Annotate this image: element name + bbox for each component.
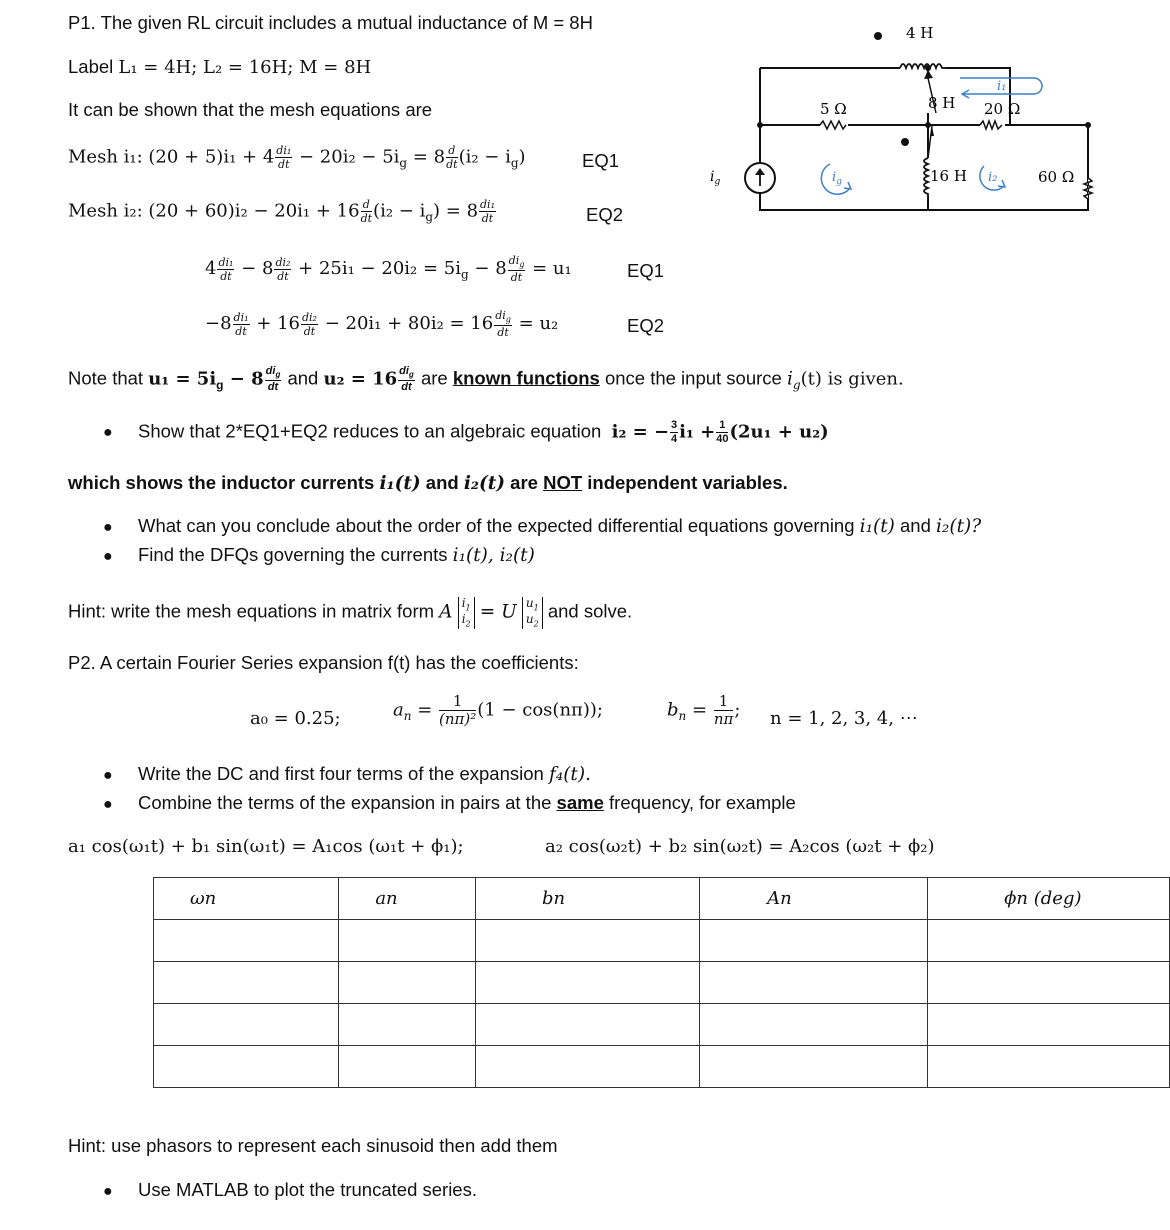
bold-b: i₁(t) [379, 473, 421, 494]
hint-a: Hint: write the mesh equations in matrix form [68, 600, 435, 622]
bullet-dot: ● [103, 796, 113, 813]
label-8h: 8 H [928, 94, 956, 112]
frac-num: 1 [439, 694, 476, 711]
combo-eq1: a₁ cos(ω₁t) + b₁ sin(ω₁t) = A₁cos (ω₁t + ϕ₁); [68, 836, 464, 857]
cell [475, 1046, 699, 1088]
bold-c: and [425, 472, 459, 493]
frac-den: dt [401, 381, 412, 394]
bullet-dot: ● [103, 548, 113, 565]
hint-matrix-a: A [439, 601, 453, 623]
frac-num: d [446, 145, 457, 158]
current-vector: $i_1$ $i_2$ [458, 597, 475, 629]
frac-den: 40 [716, 433, 729, 445]
col-header: ωn [154, 878, 339, 920]
mesh2-mid2: ) = 8 [433, 200, 479, 222]
p1-bullet1 [138, 420, 829, 445]
eq-a-c3: + 25i₁ − 20i₂ = 5i [298, 258, 461, 280]
mesh1-tail2: ) [518, 146, 526, 168]
cell [154, 920, 339, 962]
mesh2-tag: EQ2 [586, 204, 624, 225]
frac-den: dt [303, 324, 316, 338]
cell [700, 920, 928, 962]
bullet1-eq-c: (2u₁ + u₂) [729, 421, 829, 443]
label-16h: 16 H [930, 167, 967, 185]
eq-a-c5: = u₁ [532, 258, 572, 280]
bullet3-b: i₁(t), i₂(t) [452, 545, 535, 566]
ig-sub: g [836, 177, 842, 187]
table-row [154, 1004, 1170, 1046]
inductor-16h [924, 158, 928, 196]
bn-eq: = [686, 699, 708, 721]
cell [928, 1004, 1170, 1046]
frac-num: 1 [716, 420, 728, 433]
rearranged-eq2: −8 $\frac{\text{di₁}}{dt}$ + 16 $\frac{\text{di₂}}{dt}$ − 20i₁ + 80i₂ = 16 $\frac{di_g}{dt}$ = u₂ [205, 309, 559, 340]
label-ig-source [710, 169, 720, 187]
frac-den: dt [278, 158, 290, 171]
bullet-dot: ● [103, 519, 113, 536]
table-row [154, 962, 1170, 1004]
frac-num: di [265, 365, 276, 377]
p2-bullet2-b: frequency, for example [609, 792, 796, 813]
frac-den: dt [481, 212, 494, 225]
frac-num: di₂ [275, 255, 291, 269]
eq-a-c4: − 8 [468, 258, 507, 280]
cell [339, 1046, 476, 1088]
frac-num: di [495, 309, 506, 322]
p2-bullet2 [138, 792, 796, 814]
resistor-5 [820, 121, 846, 129]
hint-eq: = U [479, 601, 517, 623]
bold-not: NOT [543, 472, 583, 493]
frac-num: 1 [714, 694, 734, 711]
note-line: Note that $u_1 = 5i_g - 8$ $\frac{di_g}{dt}$ and u₂ = 16 $\frac{di_g}{dt}$ are known functions once the input source $i_g(t)$ is given. [68, 365, 904, 394]
table-header-row [154, 878, 1170, 920]
eq-b-c2: + 16 [256, 313, 300, 335]
mesh1-tail: (i₂ − i [458, 146, 511, 168]
note-tail: once the input source [604, 367, 782, 389]
rearranged-eq1: 4 $\frac{\text{di₁}}{dt}$ − 8 $\frac{\text{di₂}}{dt}$ + $25i_1 - 20i_2 = 5i_g - 8$ $\frac{di_g}{dt}$ = u₁ [205, 254, 572, 285]
frac-num: di₁ [218, 255, 234, 269]
ig-i: i [710, 169, 715, 185]
table-row [154, 920, 1170, 962]
label-i1: i₁ [997, 79, 1007, 94]
frac-den: dt [497, 326, 509, 340]
p1-hint [68, 597, 632, 629]
n-range: n = 1, 2, 3, 4, ⋯ [770, 708, 918, 729]
bullet2-b: i₁(t) [859, 516, 895, 537]
label-4h: 4 H [906, 24, 934, 42]
mesh2-mid: (i₂ − i [373, 200, 426, 222]
bullet-dot: ● [103, 424, 113, 441]
note-are: are [420, 367, 448, 389]
cell [339, 1004, 476, 1046]
p2-title: P2. A certain Fourier Series expansion f(t) has the coefficients: [68, 652, 579, 673]
eq-b-c4: = u₂ [518, 313, 559, 335]
note-u1b: − 8 [223, 368, 264, 390]
cell [700, 1004, 928, 1046]
cell [700, 962, 928, 1004]
mesh2-lhs: Mesh i₂: (20 + 60)i₂ − 20i₁ + 16 [68, 200, 360, 222]
eq-a-c1: 4 [205, 258, 217, 280]
cell [154, 1046, 339, 1088]
table-row [154, 1046, 1170, 1088]
polarity-dot [901, 138, 909, 146]
col-header: An [700, 878, 928, 920]
bold-a: which shows the inductor currents [68, 472, 375, 493]
bullet-dot: ● [103, 767, 113, 784]
p2-bullet2-a: Combine the terms of the expansion in pairs at the [138, 792, 552, 813]
label-ig-mesh [832, 170, 842, 187]
mesh-intro: It can be shown that the mesh equations are [68, 99, 433, 120]
note-and: and [287, 367, 319, 389]
frac-num: di₁ [233, 310, 249, 324]
note-u1: u₁ = 5i [148, 368, 217, 390]
col-header: an [339, 878, 476, 920]
an-tail: (1 − cos(nπ)); [477, 699, 603, 721]
frac-den: (nπ)² [439, 710, 477, 728]
frac-den: dt [360, 212, 373, 225]
label-values: L₁ = 4H; L₂ = 16H; M = 8H [118, 57, 372, 78]
p2-hint: Hint: use phasors to represent each sinusoid then add them [68, 1135, 558, 1156]
bullet2-c: and [900, 515, 931, 536]
input-vector: $u_1$ $u_2$ [522, 597, 543, 629]
p1-title: P1. The given RL circuit includes a mutual inductance of M = 8H [68, 12, 593, 33]
bn-coef: $b_n$ = $\frac{1}{n\pi}$ ; [667, 692, 741, 728]
p1-bullet2 [138, 515, 981, 537]
bullet-dot: ● [103, 1183, 113, 1200]
bullet2-a: What can you conclude about the order of the expected differential equations governing [138, 515, 855, 536]
eq-a-c2: − 8 [241, 258, 274, 280]
mesh1-mid: − 20i₂ − 5i [299, 146, 400, 168]
p2-bullet1-a: Write the DC and first four terms of the expansion [138, 763, 544, 784]
frac-den: dt [446, 158, 458, 171]
resistor-60 [1084, 178, 1092, 210]
p2-bullet1-b: f₄(t). [548, 764, 591, 785]
inductor-4h [900, 64, 945, 68]
cell [339, 920, 476, 962]
bold-e: are [510, 472, 538, 493]
cell [928, 962, 1170, 1004]
cell [475, 920, 699, 962]
frac-den: 4 [671, 433, 678, 445]
ig-sub: g [714, 177, 721, 187]
fourier-coef-table [153, 877, 1170, 1088]
frac-den: dt [510, 271, 523, 285]
combo-eq2: a₂ cos(ω₂t) + b₂ sin(ω₂t) = A₂cos (ω₂t + ϕ₂) [545, 836, 935, 857]
frac-den: dt [277, 269, 289, 283]
col-header: ϕn (deg) [928, 878, 1170, 920]
bullet2-d: i₂(t)? [936, 516, 982, 537]
label-line [68, 56, 371, 78]
p1-bullet3 [138, 544, 535, 566]
polarity-dot [874, 32, 882, 40]
bold-d: i₂(t) [463, 473, 506, 494]
hint-b: and solve. [547, 600, 633, 622]
cell [339, 962, 476, 1004]
cell [700, 1046, 928, 1088]
mesh1-tag: EQ1 [582, 150, 620, 171]
bullet1-eq-b: i₁ + [679, 421, 716, 443]
p2-bullet3: Use MATLAB to plot the truncated series. [138, 1179, 477, 1200]
frac-den: dt [235, 324, 247, 338]
cell [928, 1046, 1170, 1088]
frac-num: di₁ [276, 144, 292, 157]
mesh2-equation: Mesh i₂: (20 + 60)i₂ − 20i₁ + 16 $\frac{d}{dt}$ $(i_2 - i_g) = 8$ $\frac{\text{di₁}}{dt}$ [68, 198, 495, 225]
col-header: bn [475, 878, 699, 920]
eq-a-tag: EQ1 [627, 260, 665, 281]
an-coef: $a_n$ = $\frac{1}{\text{(nπ)²}}$ (1 − cos(nπ)); [393, 692, 603, 728]
p2-bullet2-same: same [556, 792, 604, 813]
label-60ohm: 60 Ω [1038, 168, 1075, 186]
rl-circuit-diagram [700, 18, 1110, 228]
frac-den: dt [220, 269, 232, 283]
label-i2: i₂ [988, 170, 998, 185]
frac-num: di₂ [301, 310, 317, 324]
frac-den: dt [267, 381, 279, 394]
eq-b-c1: −8 [205, 313, 232, 335]
a0-coef: a₀ = 0.25; [250, 708, 341, 729]
cell [475, 1004, 699, 1046]
independence-statement [68, 472, 788, 494]
bullet1-text: Show that 2*EQ1+EQ2 reduces to an algebraic equation [138, 420, 602, 442]
cell [154, 1004, 339, 1046]
mesh1-equation: Mesh i₁: (20 + 5)i₁ + 4 $\frac{\text{di₁}}{dt}$ − $20i_2 - 5i_g = 8$ $\frac{d}{dt}$ $(i_2 - i_g)$ [68, 144, 526, 171]
frac-num: di [508, 254, 520, 267]
frac-num: d [361, 199, 372, 212]
eq-b-c3: − 20i₁ + 80i₂ = 16 [324, 313, 494, 335]
note-ig2: (t) is given. [800, 368, 904, 390]
note-prefix: Note that [68, 367, 144, 389]
bn-tail: ; [734, 699, 741, 721]
ig-i: i [832, 170, 837, 185]
bullet3-a: Find the DFQs governing the currents [138, 544, 448, 565]
bold-f: independent variables. [587, 472, 788, 493]
cell [154, 962, 339, 1004]
mesh1-lhs: Mesh i₁: (20 + 5)i₁ + 4 [68, 146, 275, 168]
bullet1-eq-a: i₂ = − [611, 421, 670, 443]
cell [928, 920, 1170, 962]
frac-den: nπ [713, 710, 734, 728]
an-lhs: a [393, 699, 404, 721]
label-20ohm: 20 Ω [984, 100, 1021, 118]
cell [475, 962, 699, 1004]
frac-num: 3 [671, 419, 678, 431]
note-u2: u₂ = 16 [323, 368, 398, 390]
note-known-functions: known functions [452, 367, 600, 389]
an-eq: = [411, 699, 433, 721]
mesh1-mid2: = 8 [407, 146, 446, 168]
eq-b-tag: EQ2 [627, 315, 665, 336]
label-5ohm: 5 Ω [820, 100, 847, 118]
bn-lhs: b [667, 699, 679, 721]
label-prefix: Label [68, 56, 114, 77]
note-ig: i [786, 368, 793, 390]
resistor-20 [980, 121, 1002, 129]
frac-num: di [399, 365, 409, 377]
p2-bullet1 [138, 763, 591, 785]
frac-num: di₁ [480, 198, 495, 211]
